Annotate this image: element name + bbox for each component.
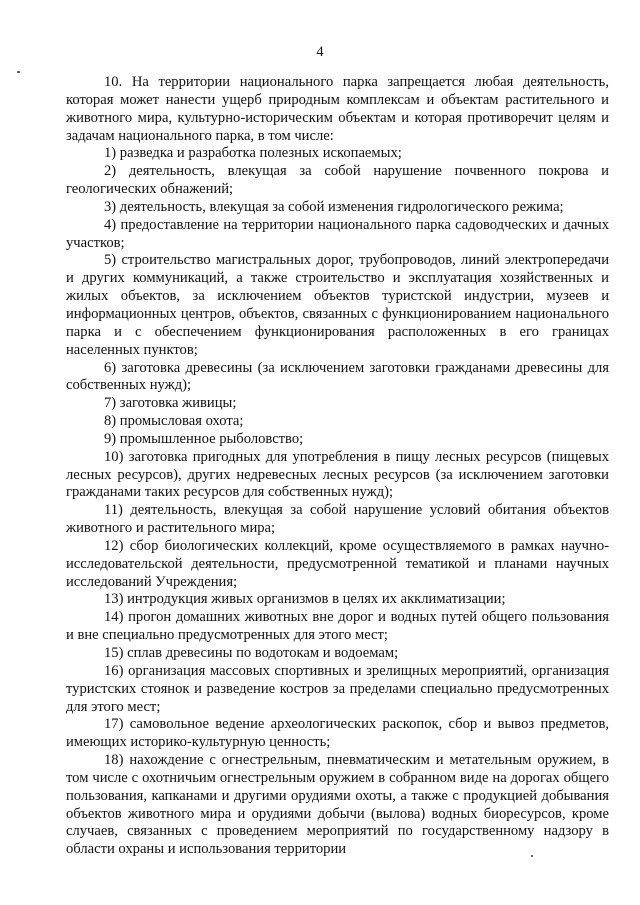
list-item-15: 15) сплав древесины по водотокам и водоемам;	[104, 645, 399, 661]
document-body	[66, 74, 609, 859]
list-item-11: 11) деятельность, влекущая за собой нарушение условий обитания объектов животного и растительного мира;	[66, 502, 609, 537]
list-item-13: 13) интродукция живых организмов в целях их акклиматизации;	[104, 591, 506, 608]
list-item-2: 2) деятельность, влекущая за собой нарушение почвенного покрова и геологических обнажений;	[66, 163, 609, 198]
list-item-1: 1) разведка и разработка полезных ископаемых;	[104, 145, 402, 162]
list-item-9: 9) промышленное рыболовство;	[104, 430, 304, 447]
list-item-4: 4) предоставление на территории национального парка садоводческих и дачных участков;	[66, 216, 609, 251]
list-item-14: 14) прогон домашних животных вне дорог и водных путей общего пользования и вне специально предусмотренных для этого мест;	[66, 609, 609, 644]
list-item-12: 12) сбор биологических коллекций, кроме осуществляемого в рамках научно-исследовательской деятельности, предусмотренной тематикой и планами научных исследований Учреждения;	[66, 537, 609, 590]
list-item-8: 8) промысловая охота;	[104, 413, 244, 430]
list-item-17: 17) самовольное ведение археологических раскопок, сбор и вывоз предметов, имеющих историко-культурную ценность;	[66, 716, 609, 751]
list-item-18: 18) нахождение с огнестрельным, пневматическим и метательным оружием, в том числе с охотничьим огнестрельным оружием в собранном виде на дорогах общего пользования, капканами и другими орудиями охоты, а также с продукцией добывания объектов животного мира и орудиями добычи (вылова) водных биоресурсов, кроме случаев, связанных с проведением мероприятий по государственному надзору в области охраны и использования территории	[66, 752, 609, 858]
list-item-7: 7) заготовка живицы;	[104, 395, 237, 412]
list-item-10: 10) заготовка пригодных для употребления в пищу лесных ресурсов (пищевых лесных ресурсов), других недревесных лесных ресурсов (за исключением заготовки гражданами таких ресурсов для собственных нужд);	[66, 448, 609, 501]
list-item-16: 16) организация массовых спортивных и зрелищных мероприятий, организация туристских стоянок и разведение костров за пределами специально предусмотренных для этого мест;	[66, 662, 609, 715]
list-item-6: 6) заготовка древесины (за исключением заготовки гражданами древесины для собственных нужд);	[66, 359, 609, 394]
scan-speck	[531, 855, 533, 857]
scan-speck	[17, 71, 20, 73]
list-item-3: 3) деятельность, влекущая за собой изменения гидрологического режима;	[104, 198, 564, 215]
list-item-5: 5) строительство магистральных дорог, трубопроводов, линий электропередачи и других коммуникаций, а также строительство и эксплуатация хозяйственных и жилых объектов, за исключением объектов туристской индустрии, музеев и информационных центров, объектов, связанных с функционированием национального парка и с обеспечением функционирования расположенных в его границах населенных пунктов;	[66, 252, 609, 358]
page-number: 4	[316, 44, 324, 60]
paragraph-intro: 10. На территории национального парка запрещается любая деятельность, которая может нанести ущерб природным комплексам и объектам растительного и животного мира, культурно-историческим объектам и которая противоречит целям и задачам национального парка, в том числе:	[66, 74, 609, 144]
